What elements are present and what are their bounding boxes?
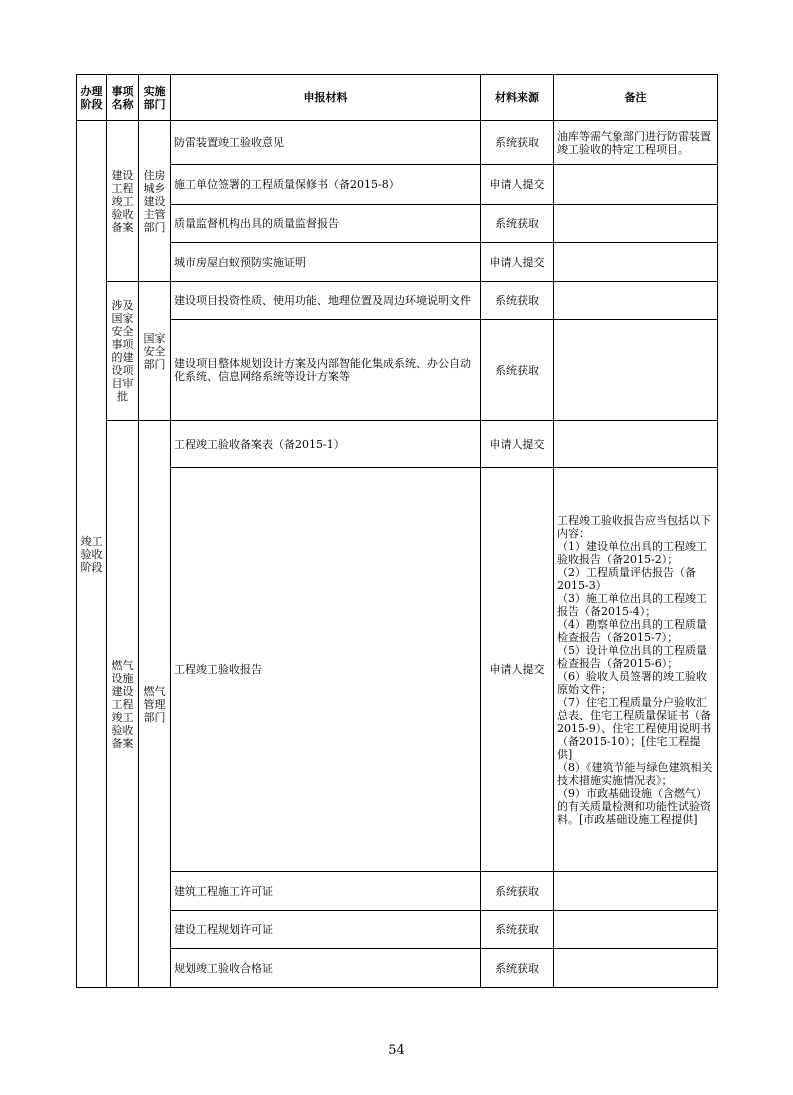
material-cell: 防雷装置竣工验收意见 [171,121,481,165]
table-row [77,421,718,468]
source-cell: 系统获取 [481,911,554,949]
table-row [77,320,718,421]
note-cell [554,421,718,468]
table-row [77,205,718,243]
material-cell: 规划竣工验收合格证 [171,949,481,988]
material-cell: 建设项目投资性质、使用功能、地理位置及周边环境说明文件 [171,282,481,320]
item-name-cell: 涉及 国家 安全 事项 的建 设项 目审 批 [107,282,139,421]
material-cell: 建筑工程施工许可证 [171,872,481,911]
material-cell: 工程竣工验收报告 [171,468,481,872]
source-cell: 申请人提交 [481,243,554,282]
header-dept: 实施 部门 [139,75,171,121]
source-cell: 申请人提交 [481,165,554,205]
note-cell [554,282,718,320]
department-cell: 住房 城乡 建设 主管 部门 [139,121,171,282]
material-cell: 施工单位签署的工程质量保修书（备2015-8） [171,165,481,205]
source-cell: 系统获取 [481,205,554,243]
note-cell [554,243,718,282]
table-row [77,911,718,949]
stage-cell: 竣工 验收 阶段 [77,121,107,988]
table-row [77,949,718,988]
note-cell [554,949,718,988]
source-cell: 系统获取 [481,949,554,988]
table-row [77,468,718,872]
table-row [77,872,718,911]
header-stage: 办理 阶段 [77,75,107,121]
table-row [77,243,718,282]
header-item: 事项 名称 [107,75,139,121]
application-materials-table [76,74,718,988]
table-row [77,282,718,320]
table-row [77,165,718,205]
material-cell: 建设项目整体规划设计方案及内部智能化集成系统、办公自动化系统、信息网络系统等设计方案等 [171,320,481,421]
header-source: 材料来源 [481,75,554,121]
source-cell: 系统获取 [481,320,554,421]
department-cell: 国家 安全 部门 [139,282,171,421]
note-cell: 油库等需气象部门进行防雷装置竣工验收的特定工程项目。 [554,121,718,165]
department-cell: 燃气 管理 部门 [139,421,171,988]
note-cell [554,320,718,421]
item-name-cell: 建设 工程 竣工 验收 备案 [107,121,139,282]
note-cell [554,165,718,205]
header-note: 备注 [554,75,718,121]
material-cell: 建设工程规划许可证 [171,911,481,949]
source-cell: 申请人提交 [481,421,554,468]
source-cell: 申请人提交 [481,468,554,872]
note-cell [554,872,718,911]
material-cell: 工程竣工验收备案表（备2015-1） [171,421,481,468]
note-cell [554,911,718,949]
source-cell: 系统获取 [481,282,554,320]
note-cell: 工程竣工验收报告应当包括以下内容： （1）建设单位出具的工程竣工验收报告（备2015-2）； （2）工程质量评估报告（备2015-3） （3）施工单位出具的工程竣工报告（备2015-4）； （4）勘察单位出具的工程质量检查报告（备2015-7）； （5）设计单位出具的工程质量检查报告（备2015-6）； （6）验收人员签署的竣工验收原始文件； （7）住宅工程质量分户验收汇总表、住宅工程质量保证书（备 2015-9）、住宅工程使用说明书（备2015-10）；[住宅工程提供] （8）《建筑节能与绿色建筑相关技术措施实施情况表》； （9）市政基础设施（含燃气）的有关质量检测和功能性试验资料。[市政基础设施工程提供] [554,468,718,872]
page-number: 54 [388,1043,405,1058]
item-name-cell: 燃气 设施 建设 工程 竣工 验收 备案 [107,421,139,988]
header-material: 申报材料 [171,75,481,121]
header-row [77,75,718,121]
material-cell: 质量监督机构出具的质量监督报告 [171,205,481,243]
material-cell: 城市房屋白蚁预防实施证明 [171,243,481,282]
note-cell [554,205,718,243]
source-cell: 系统获取 [481,872,554,911]
source-cell: 系统获取 [481,121,554,165]
table-row [77,121,718,165]
